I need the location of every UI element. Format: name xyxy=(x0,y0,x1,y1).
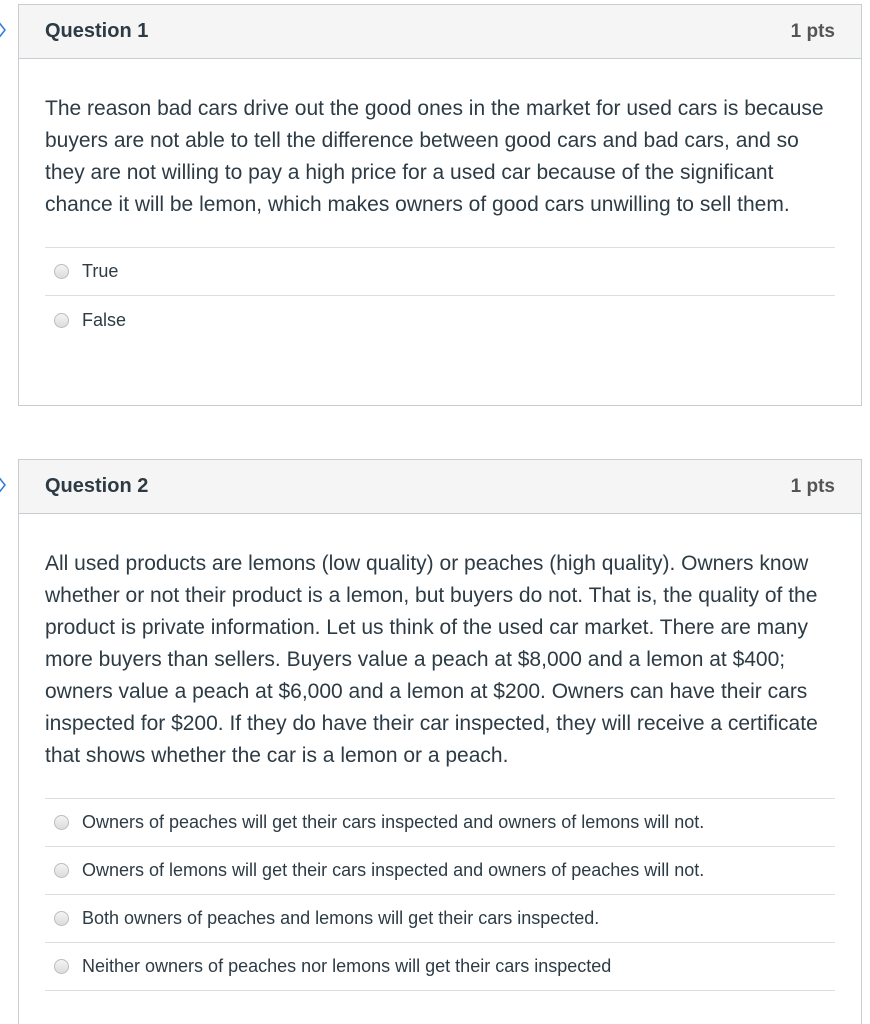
answer-option-2[interactable] xyxy=(45,847,835,895)
answer-false[interactable] xyxy=(45,296,835,344)
question-2-title: Question 2 xyxy=(45,475,149,497)
question-2-header xyxy=(19,460,861,514)
answer-label[interactable]: Owners of lemons will get their cars inspected and owners of peaches will not. xyxy=(82,860,705,880)
radio-button[interactable] xyxy=(54,264,69,279)
question-2-points: 1 pts xyxy=(790,476,835,497)
radio-button[interactable] xyxy=(54,313,69,328)
answer-true[interactable] xyxy=(45,248,835,296)
question-flag-icon[interactable] xyxy=(0,19,7,41)
radio-button[interactable] xyxy=(54,815,69,830)
question-2-text: All used products are lemons (low quality) or peaches (high quality). Owners know whether or not their product is a lemon, but buyers do not. That is, the quality of the product is private information. Let us think of the used car market. There are many more buyers than sellers. Buyers value a peach at $8,000 and a lemon at $400; owners value a peach at $6,000 and a lemon at $200. Owners can have their cars inspected for $200. If they do have their car inspected, they will receive a certificate that shows whether the car is a lemon or a peach. xyxy=(45,552,818,767)
answer-label[interactable]: False xyxy=(82,309,127,330)
answer-label[interactable]: Neither owners of peaches nor lemons will get their cars inspected xyxy=(82,956,612,976)
radio-button[interactable] xyxy=(54,959,69,974)
question-1-card xyxy=(18,4,862,406)
question-1-points: 1 pts xyxy=(790,21,835,42)
question-flag-icon[interactable] xyxy=(0,474,7,496)
answer-label[interactable]: Owners of peaches will get their cars inspected and owners of lemons will not. xyxy=(82,812,705,832)
answer-label[interactable]: Both owners of peaches and lemons will get their cars inspected. xyxy=(82,908,600,928)
question-1-text: The reason bad cars drive out the good ones in the market for used cars is because buyers are not able to tell the difference between good cars and bad cars, and so they are not willing to pay a high price for a used car because of the significant chance it will be lemon, which makes owners of good cars unwilling to sell them. xyxy=(45,97,824,216)
question-2-body xyxy=(19,514,861,991)
radio-button[interactable] xyxy=(54,911,69,926)
answer-label[interactable]: True xyxy=(82,261,119,281)
question-2-card xyxy=(18,459,862,1024)
radio-button[interactable] xyxy=(54,863,69,878)
question-2-answers xyxy=(45,798,835,991)
answer-option-3[interactable] xyxy=(45,895,835,943)
question-1-body xyxy=(19,59,861,344)
answer-option-4[interactable] xyxy=(45,943,835,991)
question-1-header xyxy=(19,5,861,59)
question-1-title: Question 1 xyxy=(45,20,149,42)
question-1-answers xyxy=(45,247,835,344)
answer-option-1[interactable] xyxy=(45,799,835,847)
